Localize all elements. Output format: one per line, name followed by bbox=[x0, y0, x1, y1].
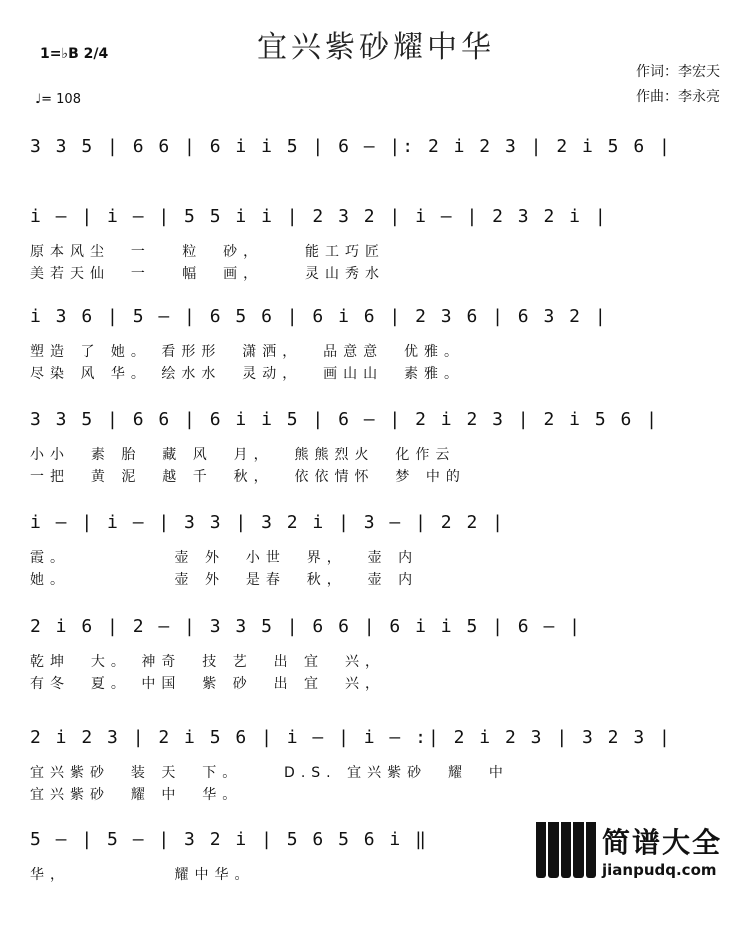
composer: 作曲：李永亮 bbox=[636, 89, 720, 105]
lyric-row: 尽染 风 华。 绘水水 灵动， 画山山 素雅。 bbox=[30, 366, 465, 382]
lyric-row: 原本风尘 一 粒 砂， 能工巧匠 bbox=[30, 244, 385, 260]
lyric-row: 小小 素 胎 藏 风 月， 熊熊烈火 化作云 bbox=[30, 447, 456, 463]
notes-row: 2 i 6 | 2 – | 3 3 5 | 6 6 | 6 i i 5 | 6 – | bbox=[30, 616, 582, 637]
logo-sub-text: jianpudq.com bbox=[602, 861, 717, 879]
tempo-mark: ♩= 108 bbox=[35, 92, 81, 107]
notes-row: 2 i 2 3 | 2 i 5 6 | i – | i – :| 2 i 2 3 | 3 2 3 | bbox=[30, 727, 672, 748]
notes-row: i 3 6 | 5 – | 6 5 6 | 6 i 6 | 2 3 6 | 6 3 2 | bbox=[30, 306, 608, 327]
page-title: 宜兴紫砂耀中华 bbox=[257, 30, 495, 65]
credits bbox=[636, 60, 720, 110]
lyric-row: 她。 壶 外 是春 秋， 壶 内 bbox=[30, 572, 419, 588]
staff-line bbox=[0, 297, 752, 417]
staff-line bbox=[0, 607, 752, 727]
lyric-row: 宜兴紫砂 装 天 下。 D.S. 宜兴紫砂 耀 中 bbox=[30, 765, 509, 781]
site-logo bbox=[536, 815, 746, 885]
lyric-row: 宜兴紫砂 耀 中 华。 bbox=[30, 787, 243, 803]
staff-line bbox=[0, 400, 752, 520]
lyric-row: 美若天仙 一 幅 画， 灵山秀水 bbox=[30, 266, 385, 282]
notes-row: 5 – | 5 – | 3 2 i | 5 6 5 6 i ‖ bbox=[30, 829, 428, 850]
piano-keys-icon bbox=[536, 822, 596, 878]
lyric-row: 华， 耀中华。 bbox=[30, 867, 255, 883]
logo-main-text: 简谱大全 bbox=[602, 826, 723, 859]
notes-row: 3 3 5 | 6 6 | 6 i i 5 | 6 – | 2 i 2 3 | 2 i 5 6 | bbox=[30, 409, 660, 430]
notes-row: i – | i – | 5 5 i i | 2 3 2 | i – | 2 3 2 i | bbox=[30, 206, 608, 227]
lyric-row: 一把 黄 泥 越 千 秋， 依依情怀 梦 中的 bbox=[30, 469, 466, 485]
staff-line bbox=[0, 503, 752, 623]
lyric-row: 霞。 壶 外 小世 界， 壶 内 bbox=[30, 550, 419, 566]
lyric-row: 塑造 了 她。 看形形 潇洒， 品意意 优雅。 bbox=[30, 344, 465, 360]
lyricist: 作词：李宏天 bbox=[636, 64, 720, 80]
notes-row: i – | i – | 3 3 | 3 2 i | 3 – | 2 2 | bbox=[30, 512, 505, 533]
notes-row: 3 3 5 | 6 6 | 6 i i 5 | 6 – |: 2 i 2 3 | 2 i 5 6 | bbox=[30, 136, 672, 157]
key-signature: 1=♭B 2/4 bbox=[40, 46, 109, 62]
lyric-row: 乾坤 大。 神奇 技 艺 出 宜 兴， bbox=[30, 654, 385, 670]
lyric-row: 有冬 夏。 中国 紫 砂 出 宜 兴， bbox=[30, 676, 385, 692]
